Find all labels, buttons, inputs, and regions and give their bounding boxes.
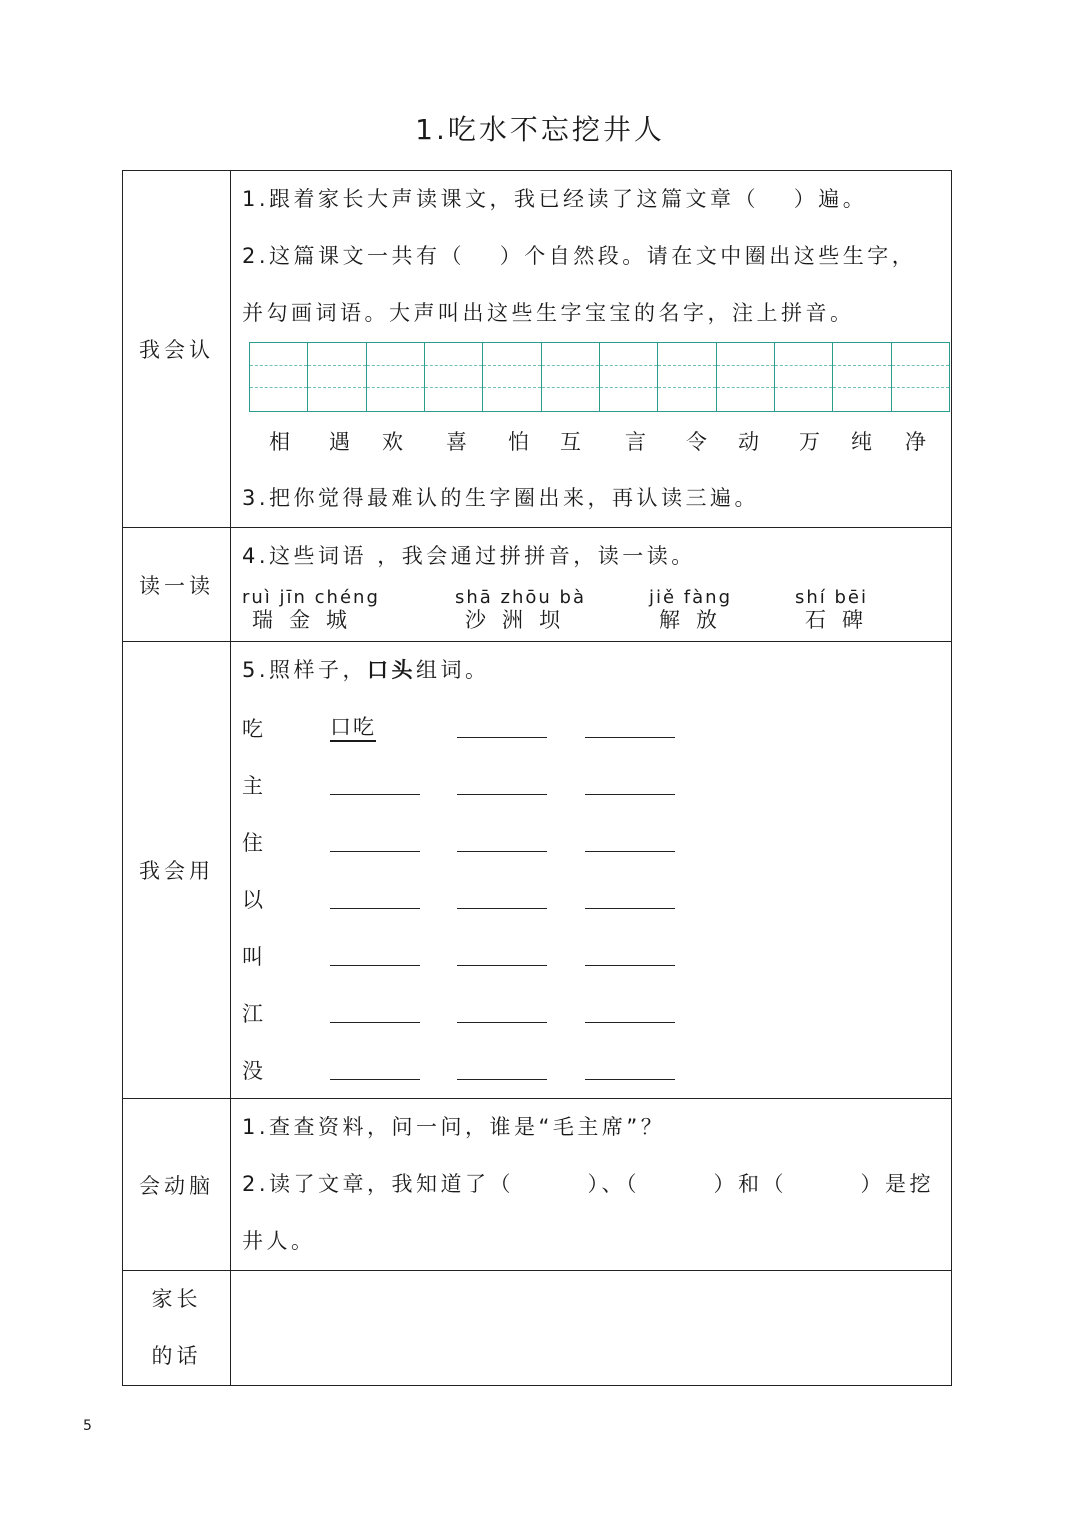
word-row [242, 870, 951, 927]
hanzi-text: 解放 [659, 608, 733, 632]
pinyin-writing-grid[interactable] [249, 342, 950, 412]
word-char: 江 [242, 1002, 263, 1026]
section-label-read: 读一读 [123, 528, 231, 642]
new-character: 纯 [851, 430, 872, 454]
think-question-1: 1.查查资料，问一问，谁是“毛主席”？ [242, 1115, 666, 1139]
answer-blank[interactable] [585, 851, 675, 852]
question-5-suffix: 组词。 [416, 658, 490, 682]
pinyin-box[interactable] [308, 343, 366, 411]
answer-blank[interactable] [457, 737, 547, 738]
word-char: 吃 [242, 717, 263, 741]
answer-blank[interactable] [457, 908, 547, 909]
word-char: 主 [242, 774, 263, 798]
new-character: 万 [799, 430, 820, 454]
new-character: 相 [269, 430, 290, 454]
answer-blank[interactable] [330, 908, 420, 909]
pinyin-box[interactable] [367, 343, 425, 411]
word-row [242, 813, 951, 870]
pinyin-box[interactable] [542, 343, 600, 411]
pinyin-box[interactable] [892, 343, 949, 411]
word-row [242, 1041, 951, 1098]
pinyin-box[interactable] [717, 343, 775, 411]
new-character: 遇 [329, 430, 350, 454]
section-label-recognize: 我会认 [123, 171, 231, 528]
worksheet-table [122, 170, 952, 1386]
pinyin-box[interactable] [775, 343, 833, 411]
pinyin-word [242, 587, 380, 634]
pinyin-box[interactable] [483, 343, 541, 411]
section-use [123, 642, 952, 1099]
pinyin-box[interactable] [833, 343, 891, 411]
new-character: 欢 [382, 430, 403, 454]
answer-blank[interactable] [585, 908, 675, 909]
answer-blank[interactable] [457, 965, 547, 966]
section-label-use: 我会用 [123, 642, 231, 1099]
question-1: 1.跟着家长大声读课文，我已经读了这篇文章（ ）遍。 [242, 187, 868, 211]
new-character: 动 [738, 430, 759, 454]
hanzi-text: 沙洲坝 [465, 608, 576, 632]
pinyin-text: shí bēi [795, 587, 869, 608]
answer-blank[interactable] [457, 794, 547, 795]
answer-blank[interactable] [330, 794, 420, 795]
answer-blank[interactable] [457, 1022, 547, 1023]
pinyin-box[interactable] [250, 343, 308, 411]
question-3: 3.把你觉得最难认的生字圈出来，再认读三遍。 [242, 486, 760, 510]
answer-blank[interactable] [585, 1022, 675, 1023]
word-row [242, 927, 951, 984]
answer-blank[interactable] [330, 851, 420, 852]
hanzi-text: 瑞金城 [252, 608, 363, 632]
question-5-bold: 口头 [367, 658, 417, 682]
word-row [242, 699, 951, 756]
new-character: 互 [560, 430, 581, 454]
word-char: 没 [242, 1059, 263, 1083]
section-label-parent [123, 1271, 231, 1386]
section-parent [123, 1271, 952, 1386]
pinyin-words-row [242, 585, 951, 641]
answer-blank[interactable] [330, 1022, 420, 1023]
question-5-prefix: 5.照样子， [242, 658, 368, 682]
think-question-2-line-2: 井人。 [242, 1229, 316, 1253]
question-2-line-2: 并勾画词语。大声叫出这些生字宝宝的名字，注上拼音。 [242, 301, 855, 325]
word-char: 叫 [242, 945, 263, 969]
pinyin-word [649, 587, 733, 634]
page-number: 5 [83, 1418, 92, 1434]
section-read [123, 528, 952, 642]
pinyin-box[interactable] [658, 343, 716, 411]
hanzi-text: 石碑 [805, 608, 879, 632]
pinyin-text: ruì jīn chéng [242, 587, 380, 608]
section-label-think: 会动脑 [123, 1099, 231, 1271]
pinyin-word [455, 587, 586, 634]
answer-blank[interactable] [330, 1079, 420, 1080]
section-think [123, 1099, 952, 1271]
question-2-line-1: 2.这篇课文一共有（ ）个自然段。请在文中圈出这些生字， [242, 244, 917, 268]
new-character: 怕 [508, 430, 529, 454]
new-character: 言 [625, 430, 646, 454]
new-character: 喜 [446, 430, 467, 454]
parent-label-line-1: 家长 [151, 1287, 202, 1311]
new-character: 令 [686, 430, 707, 454]
question-4: 4.这些词语 ，我会通过拼拼音，读一读。 [242, 544, 696, 568]
answer-blank[interactable] [585, 965, 675, 966]
new-character: 净 [905, 430, 926, 454]
example-word: 口吃 [330, 715, 376, 739]
answer-blank[interactable] [457, 1079, 547, 1080]
page-title: 1.吃水不忘挖井人 [415, 113, 665, 146]
parent-label-line-2: 的话 [151, 1344, 202, 1368]
pinyin-text: shā zhōu bà [455, 587, 586, 608]
question-5 [242, 642, 951, 699]
pinyin-text: jiě fàng [649, 587, 732, 608]
word-char: 以 [242, 888, 263, 912]
word-row [242, 756, 951, 813]
pinyin-box[interactable] [600, 343, 658, 411]
answer-blank[interactable] [585, 737, 675, 738]
section-recognize [123, 171, 952, 528]
new-characters-row [242, 412, 951, 470]
answer-blank[interactable] [585, 1079, 675, 1080]
think-question-2-line-1: 2.读了文章，我知道了（ ）、（ ）和（ ）是挖 [242, 1172, 935, 1196]
answer-blank[interactable] [330, 965, 420, 966]
parent-comment-area[interactable] [231, 1271, 952, 1386]
word-char: 住 [242, 831, 263, 855]
pinyin-box[interactable] [425, 343, 483, 411]
word-row [242, 984, 951, 1041]
answer-blank[interactable] [457, 851, 547, 852]
pinyin-word [795, 587, 879, 634]
answer-blank[interactable] [585, 794, 675, 795]
